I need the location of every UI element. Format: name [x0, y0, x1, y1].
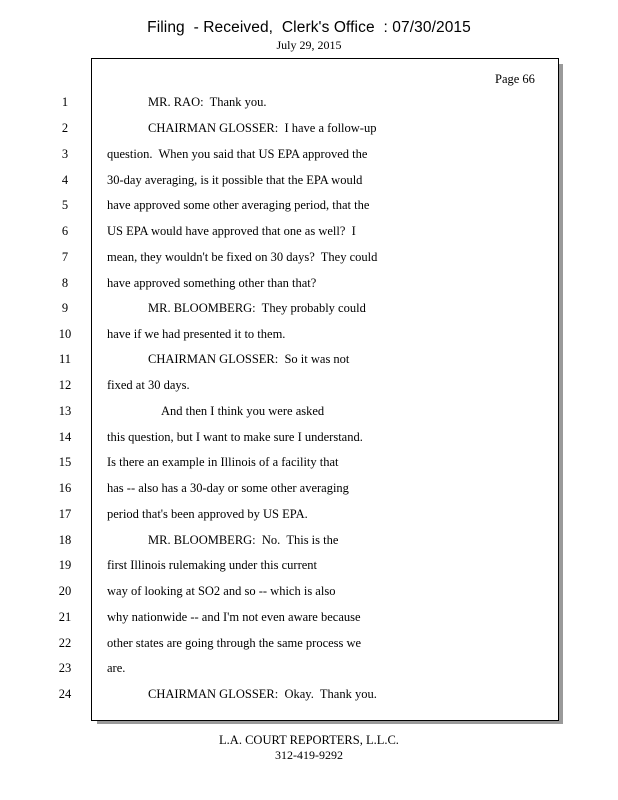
line-text: are. — [107, 661, 126, 675]
line-number: 7 — [61, 250, 69, 264]
transcript-line — [0, 224, 618, 244]
line-text: And then I think you were asked — [161, 404, 325, 418]
transcript-line — [0, 378, 618, 398]
line-number: 21 — [58, 610, 72, 624]
line-text: first Illinois rulemaking under this current — [107, 558, 318, 572]
reporter-company: L.A. COURT REPORTERS, L.L.C. — [219, 733, 399, 747]
transcript-line — [0, 301, 618, 321]
transcript-line — [0, 121, 618, 141]
line-text: MR. RAO: Thank you. — [148, 95, 267, 109]
line-text: 30-day averaging, is it possible that the EPA would — [107, 173, 363, 187]
page-number: Page 66 — [495, 72, 535, 86]
line-number: 3 — [61, 147, 69, 161]
transcript-line — [0, 173, 618, 193]
transcript-line — [0, 687, 618, 707]
line-number: 4 — [61, 173, 69, 187]
transcript-date: July 29, 2015 — [276, 38, 342, 52]
line-number: 2 — [61, 121, 69, 135]
line-text: has -- also has a 30-day or some other averaging — [107, 481, 349, 495]
line-text: MR. BLOOMBERG: They probably could — [148, 301, 366, 315]
line-text: period that's been approved by US EPA. — [107, 507, 308, 521]
line-text: fixed at 30 days. — [107, 378, 190, 392]
line-text: US EPA would have approved that one as well? I — [107, 224, 356, 238]
line-text: CHAIRMAN GLOSSER: So it was not — [148, 352, 350, 366]
line-number: 8 — [61, 276, 69, 290]
line-number: 18 — [58, 533, 72, 547]
transcript-line — [0, 430, 618, 450]
line-text: have approved some other averaging period, that the — [107, 198, 370, 212]
line-text: MR. BLOOMBERG: No. This is the — [148, 533, 339, 547]
reporter-phone: 312-419-9292 — [275, 748, 343, 762]
line-number: 23 — [58, 661, 72, 675]
line-text: have if we had presented it to them. — [107, 327, 286, 341]
line-number: 15 — [58, 455, 72, 469]
line-number: 1 — [61, 95, 69, 109]
line-number: 6 — [61, 224, 69, 238]
line-text: way of looking at SO2 and so -- which is also — [107, 584, 336, 598]
line-text: CHAIRMAN GLOSSER: I have a follow-up — [148, 121, 377, 135]
line-number: 10 — [58, 327, 72, 341]
transcript-line — [0, 404, 618, 424]
transcript-line — [0, 198, 618, 218]
transcript-line — [0, 327, 618, 347]
transcript-line — [0, 455, 618, 475]
transcript-line — [0, 558, 618, 578]
transcript-line — [0, 584, 618, 604]
transcript-line — [0, 250, 618, 270]
transcript-line — [0, 533, 618, 553]
line-number: 5 — [61, 198, 69, 212]
transcript-line — [0, 636, 618, 656]
transcript-line — [0, 95, 618, 115]
transcript-line — [0, 147, 618, 167]
transcript-line — [0, 481, 618, 501]
line-text: why nationwide -- and I'm not even aware because — [107, 610, 361, 624]
line-text: mean, they wouldn't be fixed on 30 days? They could — [107, 250, 378, 264]
line-text: other states are going through the same process we — [107, 636, 362, 650]
line-number: 17 — [58, 507, 72, 521]
line-text: Is there an example in Illinois of a facility that — [107, 455, 339, 469]
line-number: 14 — [58, 430, 72, 444]
line-number: 13 — [58, 404, 72, 418]
transcript-line — [0, 276, 618, 296]
line-number: 22 — [58, 636, 72, 650]
line-text: CHAIRMAN GLOSSER: Okay. Thank you. — [148, 687, 377, 701]
transcript-line — [0, 610, 618, 630]
line-number: 16 — [58, 481, 72, 495]
line-text: this question, but I want to make sure I understand. — [107, 430, 363, 444]
line-number: 20 — [58, 584, 72, 598]
line-number: 12 — [58, 378, 72, 392]
line-number: 11 — [58, 352, 72, 366]
transcript-line — [0, 352, 618, 372]
line-number: 24 — [58, 687, 72, 701]
line-text: question. When you said that US EPA approved the — [107, 147, 368, 161]
line-number: 19 — [58, 558, 72, 572]
transcript-line — [0, 661, 618, 681]
line-number: 9 — [61, 301, 69, 315]
filing-stamp: Filing - Received, Clerk's Office : 07/30/2015 — [147, 19, 471, 36]
transcript-line — [0, 507, 618, 527]
line-text: have approved something other than that? — [107, 276, 317, 290]
